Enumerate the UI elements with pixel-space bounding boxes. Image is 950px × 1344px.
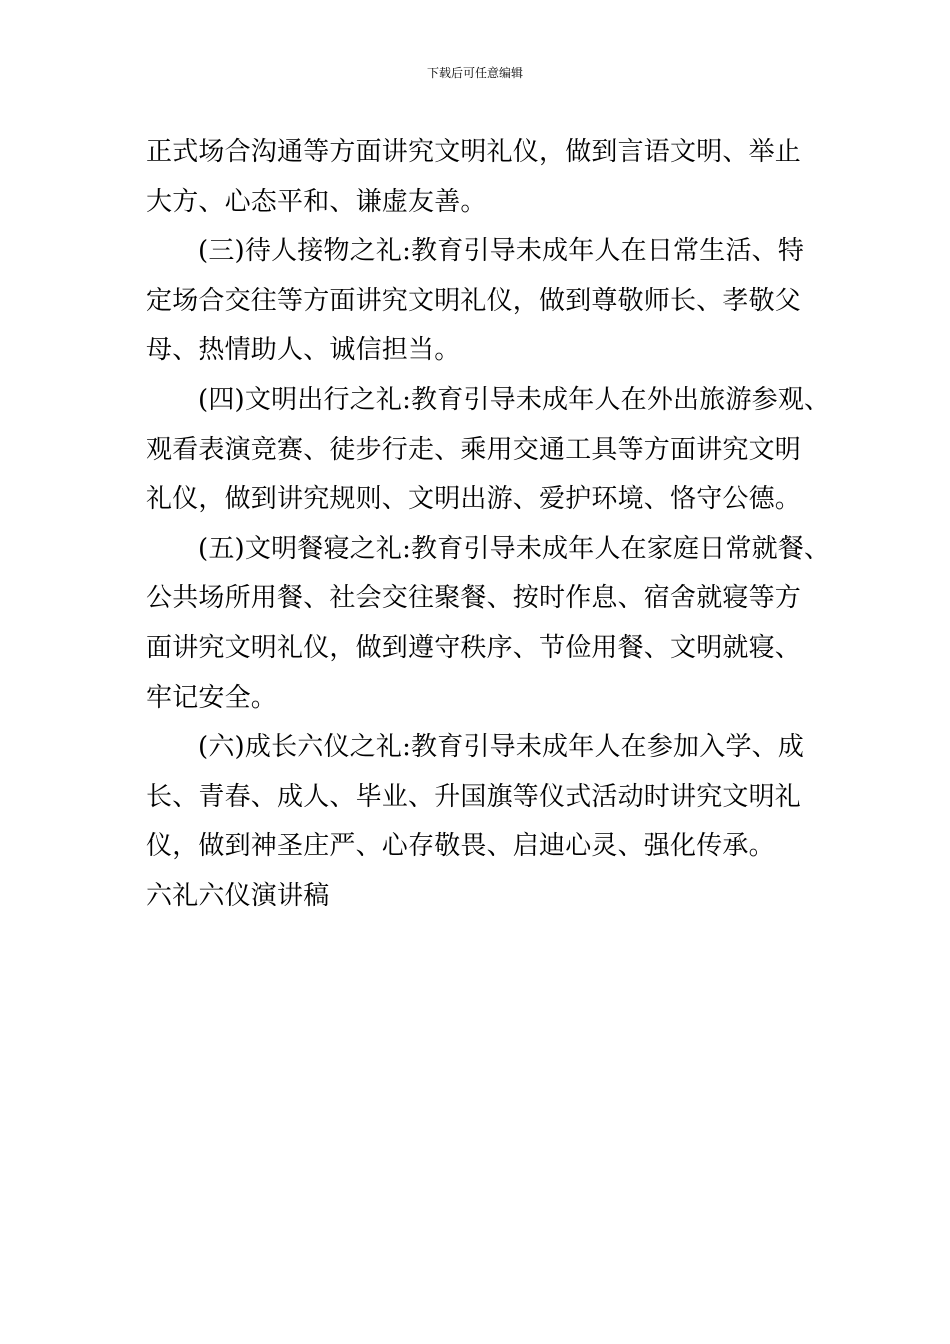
body-line: 牢记安全。 bbox=[146, 682, 278, 713]
paragraph-start-line: (五)文明餐寝之礼:教育引导未成年人在家庭日常就餐、 bbox=[198, 533, 831, 564]
body-line: 仪，做到神圣庄严、心存敬畏、启迪心灵、强化传承。 bbox=[146, 831, 775, 862]
document-body bbox=[146, 128, 836, 922]
body-line: 公共场所用餐、社会交往聚餐、按时作息、宿舍就寝等方 bbox=[146, 583, 802, 614]
body-line: 长、青春、成人、毕业、升国旗等仪式活动时讲究文明礼 bbox=[146, 781, 802, 812]
page-header: 下载后可任意编辑 bbox=[426, 66, 523, 80]
body-line: 观看表演竞赛、徒步行走、乘用交通工具等方面讲究文明 bbox=[146, 434, 802, 465]
body-line: 大方、心态平和、谦虚友善。 bbox=[146, 186, 487, 217]
body-line: 面讲究文明礼仪，做到遵守秩序、节俭用餐、文明就寝、 bbox=[146, 632, 802, 663]
body-line: 正式场合沟通等方面讲究文明礼仪，做到言语文明、举止 bbox=[146, 137, 802, 167]
body-line: 礼仪，做到讲究规则、文明出游、爱护环境、恪守公德。 bbox=[146, 484, 802, 515]
paragraph-start-line: (三)待人接物之礼:教育引导未成年人在日常生活、特 bbox=[198, 236, 805, 267]
document-title-line: 六礼六仪演讲稿 bbox=[146, 880, 330, 911]
paragraph-start-line: (六)成长六仪之礼:教育引导未成年人在参加入学、成 bbox=[198, 732, 805, 763]
body-line: 定场合交往等方面讲究文明礼仪，做到尊敬师长、孝敬父 bbox=[146, 285, 802, 316]
paragraph-start-line: (四)文明出行之礼:教育引导未成年人在外出旅游参观、 bbox=[198, 384, 831, 415]
body-line: 母、热情助人、诚信担当。 bbox=[146, 335, 461, 366]
